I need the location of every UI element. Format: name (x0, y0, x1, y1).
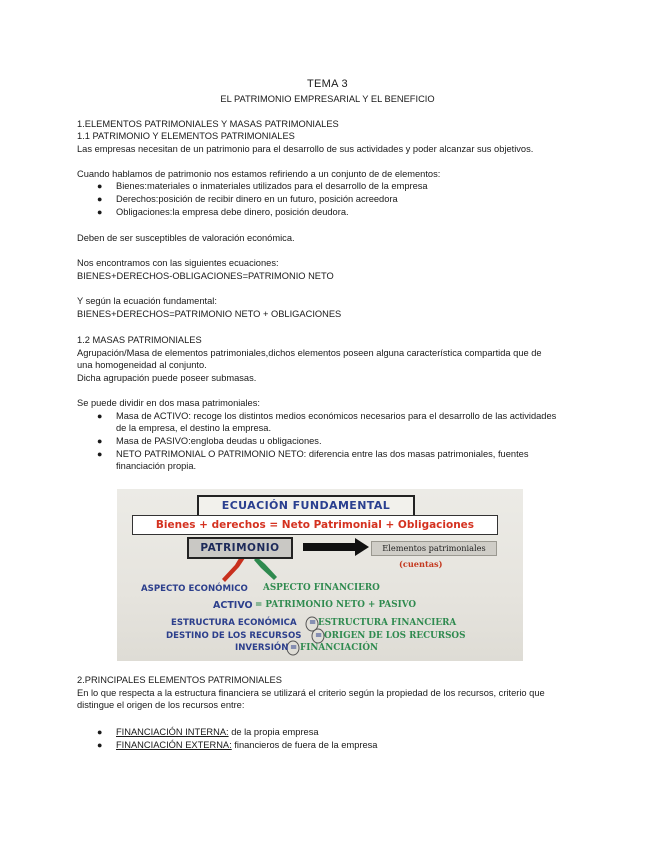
bullet-icon: ● (97, 207, 103, 217)
figure-activo-equation: = PATRIMONIO NETO + PASIVO (255, 600, 417, 610)
figure-aspecto-financiero: ASPECTO FINANCIERO (263, 583, 380, 593)
figure-elementos-box: Elementos patrimoniales (371, 541, 497, 556)
paragraph: Las empresas necesitan de un patrimonio para el desarrollo de sus actividades y poder alcanzar sus objetivos. (77, 144, 534, 154)
list-item: Masa de PASIVO:engloba deudas u obligaciones. (116, 436, 322, 446)
figure-estructura-economica: ESTRUCTURA ECONÓMICA (171, 618, 297, 628)
arrow-right-icon (303, 538, 369, 556)
section-1-1-heading: 1.1 PATRIMONIO Y ELEMENTOS PATRIMONIALES (77, 131, 295, 141)
figure-origen: ORIGEN DE LOS RECURSOS (324, 631, 466, 641)
list-item (116, 726, 319, 738)
red-arrow-icon (222, 555, 245, 582)
financiacion-interna-label: FINANCIACIÓN INTERNA: (116, 727, 229, 737)
equation-text: BIENES+DERECHOS-OBLIGACIONES=PATRIMONIO NETO (77, 271, 334, 281)
list-item: Derechos:posición de recibir dinero en un futuro, posición acreedora (116, 194, 398, 204)
figure-financiacion: FINANCIACIÓN (300, 643, 379, 653)
paragraph: Dicha agrupación puede poseer submasas. (77, 373, 257, 383)
paragraph: En lo que respecta a la estructura financiera se utilizará el criterio según la propiedad de los recursos, criterio que (77, 688, 545, 698)
figure-equals: = (315, 631, 323, 641)
section-2-heading: 2.PRINCIPALES ELEMENTOS PATRIMONIALES (77, 675, 282, 685)
figure-equals: = (290, 643, 298, 653)
equation-text: BIENES+DERECHOS=PATRIMONIO NETO + OBLIGACIONES (77, 309, 342, 319)
list-item (116, 739, 377, 751)
list-item: Obligaciones:la empresa debe dinero, posición deudora. (116, 207, 349, 217)
bullet-icon: ● (97, 194, 103, 204)
figure-aspecto-economico: ASPECTO ECONÓMICO (141, 584, 248, 594)
ecuacion-fundamental-photo (117, 489, 523, 661)
figure-cuentas: (cuentas) (399, 559, 443, 569)
list-item: NETO PATRIMONIAL O PATRIMONIO NETO: diferencia entre las dos masas patrimoniales, fuentes (116, 449, 529, 459)
section-1-2-heading: 1.2 MASAS PATRIMONIALES (77, 335, 202, 345)
paragraph: una homogeneidad al conjunto. (77, 360, 207, 370)
figure-patrimonio-box: PATRIMONIO (187, 537, 293, 559)
figure-inversion: INVERSIÓN (235, 643, 289, 653)
paragraph: Y según la ecuación fundamental: (77, 296, 217, 306)
bullet-icon: ● (97, 411, 103, 421)
paragraph: distingue el origen de los recursos entre: (77, 700, 245, 710)
paragraph: Agrupación/Masa de elementos patrimoniales,dichos elementos poseen alguna característica compartida que de (77, 348, 542, 358)
list-item: Bienes:materiales o inmateriales utilizados para el desarrollo de la empresa (116, 181, 428, 191)
figure-equals: = (309, 618, 317, 628)
figure-equation: Bienes + derechos = Neto Patrimonial + Obligaciones (132, 515, 498, 535)
paragraph: Nos encontramos con las siguientes ecuaciones: (77, 258, 279, 268)
figure-activo: ACTIVO (213, 600, 253, 611)
list-item: Masa de ACTIVO: recoge los distintos medios económicos necesarios para el desarrollo de las actividades (116, 411, 557, 421)
paragraph: Cuando hablamos de patrimonio nos estamos refiriendo a un conjunto de de elementos: (77, 169, 441, 179)
financiacion-externa-label: FINANCIACIÓN EXTERNA: (116, 740, 232, 750)
list-item-continued: financiación propia. (116, 461, 197, 471)
section-1-heading: 1.ELEMENTOS PATRIMONIALES Y MASAS PATRIMONIALES (77, 119, 339, 129)
page-subtitle: EL PATRIMONIO EMPRESARIAL Y EL BENEFICIO (220, 94, 435, 104)
list-item-continued: de la empresa, el destino la empresa. (116, 423, 272, 433)
financiacion-interna-text: de la propia empresa (228, 727, 319, 737)
figure-banner: ECUACIÓN FUNDAMENTAL (197, 495, 415, 517)
green-arrow-icon (254, 557, 277, 580)
figure-estructura-financiera: ESTRUCTURA FINANCIERA (318, 618, 457, 628)
page-title: TEMA 3 (307, 78, 348, 90)
bullet-icon: ● (97, 449, 103, 459)
paragraph: Deben de ser susceptibles de valoración económica. (77, 233, 295, 243)
bullet-icon: ● (97, 436, 103, 446)
bullet-icon: ● (97, 740, 103, 750)
bullet-icon: ● (97, 727, 103, 737)
paragraph: Se puede dividir en dos masa patrimoniales: (77, 398, 260, 408)
figure-destino: DESTINO DE LOS RECURSOS (166, 631, 302, 641)
financiacion-externa-text: financieros de fuera de la empresa (231, 740, 378, 750)
bullet-icon: ● (97, 181, 103, 191)
